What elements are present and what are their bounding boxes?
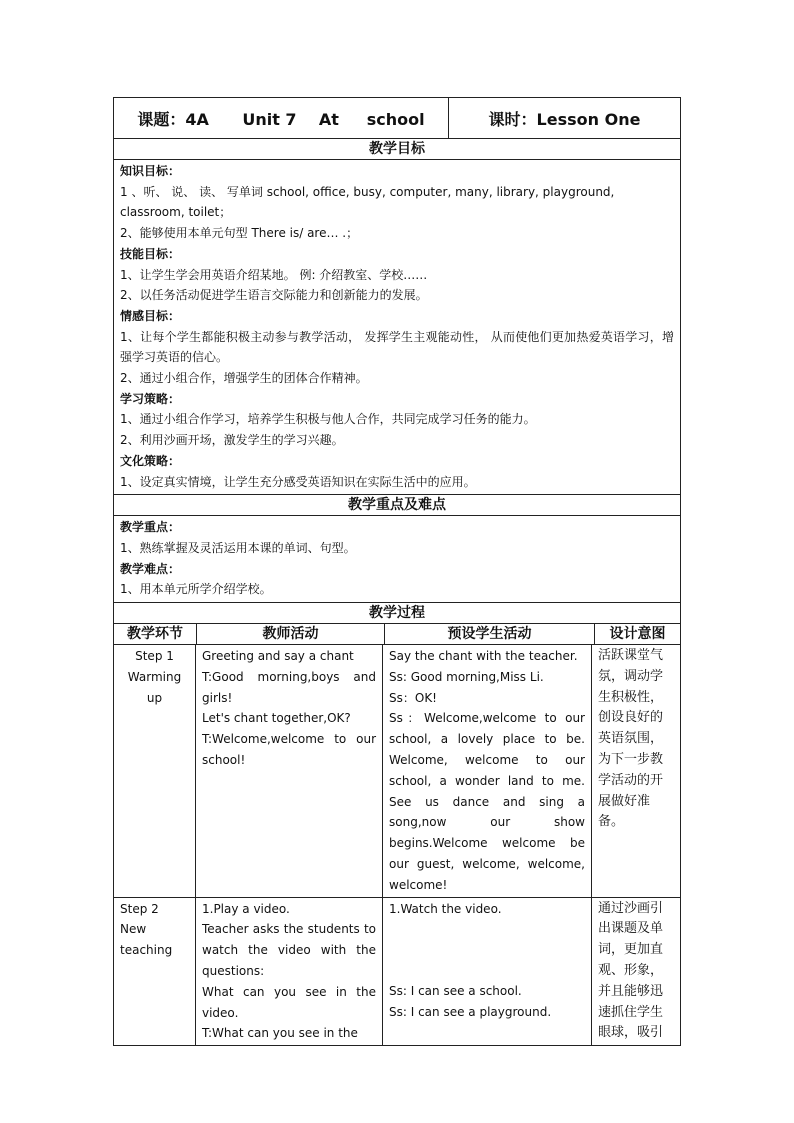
skill-item-2: 2、以任务活动促进学生语言交际能力和创新能力的发展。	[120, 288, 428, 303]
knowledge-label: 知识目标：	[120, 164, 181, 178]
design-intent-cell	[592, 898, 680, 1046]
step-line: teaching	[120, 943, 173, 958]
teacher-line: Teacher asks the students to watch the video with the questions:	[202, 922, 376, 979]
student-activity-cell	[383, 645, 592, 897]
teacher-line: Let's chant together,OK?	[202, 711, 351, 726]
teacher-activity-cell	[196, 898, 383, 1046]
step-line: Step 2	[120, 901, 159, 916]
lesson-period: 课时：Lesson One	[488, 109, 641, 129]
strategy-item-1: 1、通过小组合作学习，培养学生积极与他人合作，共同完成学习任务的能力。	[120, 412, 536, 427]
teacher-activity-cell	[196, 645, 383, 897]
teacher-line: Greeting and say a chant	[202, 649, 354, 664]
step-line: Warming	[127, 669, 182, 684]
teacher-line: T:Good morning,boys and girls!	[202, 669, 376, 705]
culture-item-1: 1、设定真实情境，让学生充分感受英语知识在实际生活中的应用。	[120, 474, 476, 489]
column-header-teacher: 教师活动	[197, 624, 385, 644]
process-column-headers	[114, 624, 680, 645]
column-header-stage: 教学环节	[114, 624, 197, 644]
emotion-item-1: 1、让每个学生都能积极主动参与教学活动， 发挥学生主观能动性， 从而使他们更加热爱英语学习，增强学习英语的信心。	[120, 329, 674, 365]
student-line: Ss：OK!	[389, 690, 437, 705]
keypoints-heading: 教学重点及难点	[114, 495, 680, 516]
student-activity-cell	[383, 898, 592, 1046]
difficulty-item-1: 1、用本单元所学介绍学校。	[120, 582, 272, 597]
objectives-heading: 教学目标	[114, 139, 680, 160]
step-line: Step 1	[135, 649, 174, 664]
student-line: Ss：Welcome,welcome to our school, a lovely place to be. Welcome, welcome to our school, a wonder land to me. See us dance and sing a song,now our show begins.Welcome welcome be our guest, welcome, welcome, welcome!	[389, 711, 585, 892]
intent-text: 通过沙画引出课题及单词，更加直观、形象，并且能够迅速抓住学生眼球，吸引	[598, 900, 664, 1041]
student-line: Ss: I can see a playground.	[389, 1005, 552, 1020]
objectives-section	[114, 160, 680, 495]
knowledge-item-1: 1 、听、 说、 读、 写单词 school, office, busy, computer, many, library, playground,	[120, 184, 615, 199]
process-row-step-1	[114, 645, 680, 898]
process-heading: 教学过程	[114, 603, 680, 624]
keypoints-section	[114, 516, 680, 603]
teacher-line: What can you see in the video.	[202, 984, 376, 1020]
culture-label: 文化策略：	[120, 453, 181, 468]
skill-item-1: 1、让学生学会用英语介绍某地。 例: 介绍教室、学校……	[120, 267, 428, 282]
lesson-title: 课题：4A Unit 7 At school	[114, 98, 449, 138]
student-line: Say the chant with the teacher.	[389, 649, 578, 664]
design-intent-cell	[592, 645, 680, 897]
step-cell	[114, 645, 196, 897]
title-row	[114, 98, 680, 139]
step-cell	[114, 898, 196, 1046]
knowledge-item-2: 2、能够使用本单元句型 There is/ are… .；	[120, 226, 359, 241]
strategy-item-2: 2、利用沙画开场，激发学生的学习兴趣。	[120, 433, 344, 448]
teacher-line: 1.Play a video.	[202, 901, 290, 916]
strategy-label: 学习策略：	[120, 391, 181, 406]
student-spacer	[389, 919, 585, 981]
step-line: up	[146, 690, 163, 705]
emotion-item-2: 2、通过小组合作，增强学生的团体合作精神。	[120, 371, 368, 386]
focus-label: 教学重点：	[120, 520, 181, 535]
skill-label: 技能目标：	[120, 246, 181, 261]
column-header-student: 预设学生活动	[385, 624, 595, 644]
column-header-intent: 设计意图	[609, 626, 666, 643]
process-row-step-2	[114, 898, 680, 1046]
lesson-plan-table	[113, 97, 681, 1046]
focus-item-1: 1、熟练掌握及灵活运用本课的单词、句型。	[120, 540, 356, 555]
student-line: Ss: I can see a school.	[389, 984, 522, 999]
teacher-line: T:Welcome,welcome to our school!	[202, 732, 376, 768]
difficulty-label: 教学难点：	[120, 561, 181, 576]
student-line: Ss: Good morning,Miss Li.	[389, 669, 544, 684]
teacher-line: T:What can you see in the	[202, 1026, 358, 1041]
knowledge-item-1-cont: classroom, toilet；	[120, 205, 232, 220]
intent-text: 活跃课堂气氛，调动学生积极性，创设良好的英语氛围，为下一步教学活动的开展做好准备。	[598, 648, 664, 830]
emotion-label: 情感目标：	[120, 308, 181, 323]
step-line: New	[120, 922, 147, 937]
student-line: 1.Watch the video.	[389, 901, 502, 916]
